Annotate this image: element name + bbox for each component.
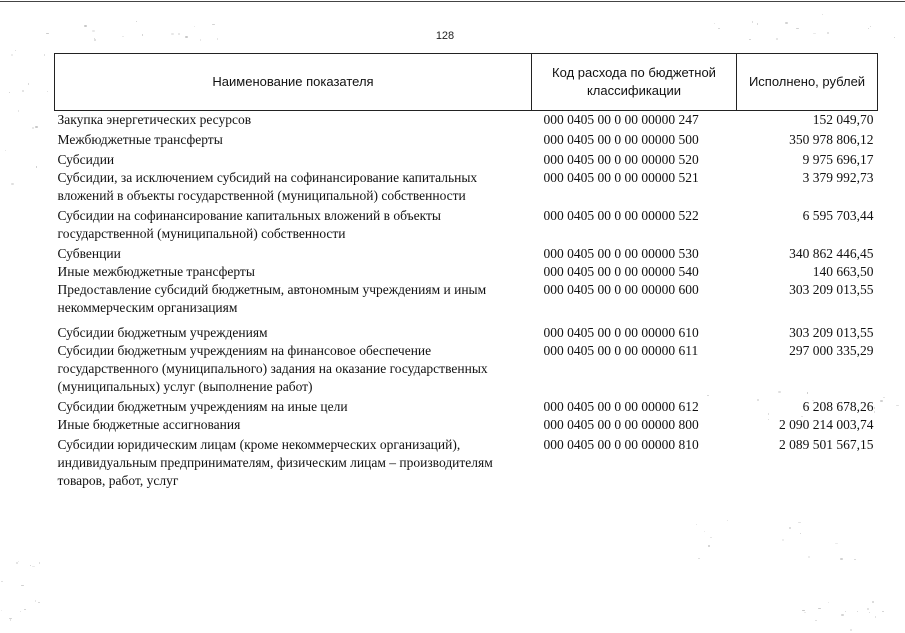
scan-speck: [32, 566, 35, 567]
scan-speck: [698, 558, 700, 559]
row-name: Субвенции: [57, 246, 121, 261]
budget-execution-table: [54, 53, 878, 490]
scan-speck: [874, 407, 875, 409]
row-code: 000 0405 00 0 00 00000 500: [543, 132, 699, 147]
scan-speck: [21, 585, 24, 586]
scan-speck: [850, 629, 852, 631]
row-amount: 340 862 446,45: [789, 246, 874, 261]
scan-speck: [757, 23, 758, 25]
scan-speck: [872, 601, 874, 603]
scan-speck: [1, 581, 3, 582]
scan-speck: [1, 610, 2, 611]
row-name: Иные бюджетные ассигнования: [57, 417, 241, 432]
scan-speck: [38, 602, 40, 603]
scan-speck: [16, 562, 18, 564]
row-amount: 6 208 678,26: [802, 399, 874, 414]
scan-speck: [867, 608, 869, 610]
table-row: [55, 169, 878, 207]
scan-speck: [35, 600, 36, 602]
row-name: Субсидии юридическим лицам (кроме некоммерческих организаций), индивидуальным предпринимателям, физическим лицам – производителям товаров, работ, услуг: [57, 437, 493, 488]
scan-speck: [212, 24, 215, 25]
table-body: [55, 111, 878, 491]
row-name: Закупка энергетических ресурсов: [57, 112, 252, 127]
row-name: Субсидии бюджетным учреждениям на финансовое обеспечение государственного (муниципального) задания на оказание государственных (муниципальных) услуг (выполнение работ): [57, 343, 488, 394]
table-header: [55, 54, 878, 111]
scan-speck: [812, 400, 814, 401]
row-code: 000 0405 00 0 00 00000 800: [543, 417, 699, 432]
scan-speck: [22, 90, 24, 92]
scan-speck: [752, 21, 753, 23]
scan-speck: [749, 39, 751, 40]
scan-speck: [796, 28, 799, 29]
scan-speck: [44, 54, 45, 56]
scan-speck: [36, 166, 37, 168]
scan-speck: [15, 50, 16, 51]
row-amount: 350 978 806,12: [789, 132, 874, 147]
scan-speck: [798, 522, 801, 523]
table-row: [55, 342, 878, 398]
scan-speck: [868, 28, 869, 29]
table-row: [55, 207, 878, 245]
scan-speck: [18, 110, 19, 112]
scan-speck: [39, 562, 40, 564]
scan-speck: [714, 23, 715, 24]
row-amount: 2 089 501 567,15: [779, 437, 874, 452]
scan-speck: [841, 614, 844, 616]
row-name: Иные межбюджетные трансферты: [57, 264, 255, 279]
scan-speck: [94, 39, 96, 41]
row-amount: 3 379 992,73: [802, 170, 874, 185]
scan-speck: [9, 92, 10, 93]
row-amount: 2 090 214 003,74: [779, 417, 874, 432]
scan-speck: [835, 543, 838, 544]
scan-speck: [10, 619, 11, 621]
row-name: Субсидии, за исключением субсидий на софинансирование капитальных вложений в объекты государственной (муниципальной) собственности: [57, 170, 478, 203]
scan-speck: [194, 26, 195, 27]
scan-speck: [30, 565, 31, 566]
scan-edge-line: [0, 1, 905, 2]
scan-speck: [818, 608, 821, 609]
scan-speck: [857, 611, 858, 612]
row-amount: 6 595 703,44: [802, 208, 874, 223]
table-row: [55, 436, 878, 490]
scan-speck: [785, 22, 788, 24]
scan-speck: [804, 612, 806, 613]
header-code: Код расхода по бюджетной классификации: [532, 54, 737, 111]
scan-speck: [185, 36, 188, 38]
scan-speck: [718, 28, 720, 29]
row-amount: 297 000 335,29: [789, 343, 874, 358]
scan-speck: [707, 395, 709, 396]
header-row: [55, 54, 878, 111]
scan-speck: [47, 91, 48, 92]
row-code: 000 0405 00 0 00 00000 247: [543, 112, 699, 127]
scan-speck: [800, 533, 801, 534]
scan-speck: [171, 33, 174, 35]
scan-speck: [178, 33, 180, 35]
row-code: 000 0405 00 0 00 00000 810: [543, 437, 699, 452]
scan-speck: [782, 539, 784, 541]
row-name: Субсидии бюджетным учреждениям на иные цели: [57, 399, 348, 414]
row-amount: 303 209 013,55: [789, 282, 874, 297]
scan-speck: [35, 126, 38, 128]
table-row: [55, 398, 878, 416]
row-code: 000 0405 00 0 00 00000 522: [543, 208, 699, 223]
row-code: 000 0405 00 0 00 00000 521: [543, 170, 699, 185]
table-row: [55, 151, 878, 169]
scan-speck: [708, 545, 710, 547]
table-row: [55, 324, 878, 342]
scan-speck: [757, 399, 759, 401]
scan-speck: [896, 405, 899, 406]
table-row: [55, 281, 878, 324]
scan-speck: [840, 558, 843, 560]
scan-speck: [776, 38, 778, 40]
scan-speck: [122, 36, 124, 37]
scan-speck: [200, 39, 201, 41]
scan-speck: [46, 33, 49, 34]
table-row: [55, 416, 878, 436]
scan-speck: [815, 620, 817, 621]
row-name: Субсидии бюджетным учреждениям: [57, 325, 268, 340]
scan-speck: [5, 150, 6, 151]
scan-speck: [854, 559, 856, 560]
row-name: Субсидии на софинансирование капитальных вложений в объекты государственной (муниципальной) собственности: [57, 208, 441, 241]
header-amount: Исполнено, рублей: [737, 54, 878, 111]
table-row: [55, 245, 878, 263]
table-row: [55, 111, 878, 132]
scan-speck: [11, 54, 13, 56]
row-amount: 152 049,70: [812, 112, 874, 127]
table-row: [55, 131, 878, 151]
scan-speck: [20, 611, 21, 612]
row-amount: 9 975 696,17: [802, 152, 874, 167]
scan-speck: [808, 556, 810, 558]
scan-speck: [801, 416, 803, 417]
row-code: 000 0405 00 0 00 00000 612: [543, 399, 699, 414]
scan-speck: [882, 611, 884, 612]
scan-speck: [827, 32, 829, 34]
scan-speck: [869, 612, 870, 613]
table-row: [55, 263, 878, 281]
scan-speck: [870, 26, 871, 27]
scan-speck: [845, 611, 846, 612]
page-number: 128: [435, 30, 455, 42]
scan-speck: [710, 537, 712, 538]
scan-speck: [136, 21, 137, 22]
scan-speck: [11, 183, 14, 185]
scan-speck: [880, 400, 883, 402]
header-name: Наименование показателя: [55, 54, 532, 111]
scan-speck: [813, 33, 816, 34]
row-code: 000 0405 00 0 00 00000 600: [543, 282, 699, 297]
scan-speck: [875, 616, 876, 618]
row-code: 000 0405 00 0 00 00000 610: [543, 325, 699, 340]
scan-speck: [32, 127, 34, 129]
scan-speck: [24, 609, 26, 610]
row-code: 000 0405 00 0 00 00000 611: [543, 343, 699, 358]
row-amount: 303 209 013,55: [789, 325, 874, 340]
scan-speck: [84, 25, 87, 27]
scan-speck: [696, 524, 697, 525]
row-code: 000 0405 00 0 00 00000 520: [543, 152, 699, 167]
scan-speck: [92, 30, 95, 32]
scan-speck: [894, 37, 895, 38]
scan-speck: [789, 527, 791, 529]
row-amount: 140 663,50: [812, 264, 874, 279]
scan-speck: [142, 34, 143, 36]
scan-speck: [217, 38, 218, 40]
scan-speck: [822, 14, 823, 15]
row-name: Субсидии: [57, 152, 115, 167]
scan-speck: [28, 83, 29, 85]
scan-speck: [727, 520, 728, 521]
scan-speck: [704, 531, 705, 532]
row-name: Межбюджетные трансферты: [57, 132, 223, 147]
scan-speck: [883, 397, 885, 398]
row-code: 000 0405 00 0 00 00000 540: [543, 264, 699, 279]
scan-speck: [828, 602, 829, 603]
row-name: Предоставление субсидий бюджетным, автономным учреждениям и иным некоммерческим организациям: [57, 282, 487, 315]
scan-speck: [18, 561, 19, 562]
row-code: 000 0405 00 0 00 00000 530: [543, 246, 699, 261]
